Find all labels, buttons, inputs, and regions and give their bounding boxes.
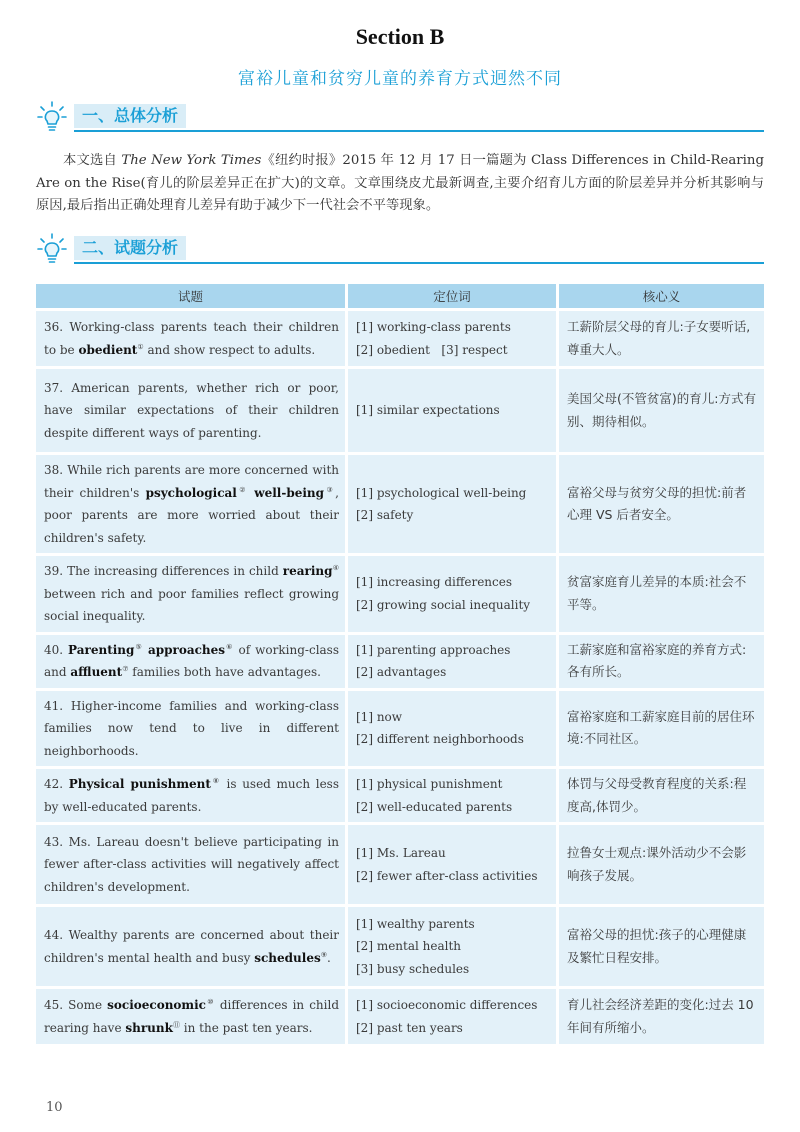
intro-lead: 本文选自 (63, 153, 122, 168)
table-row (36, 769, 764, 825)
table-row (36, 556, 764, 635)
section-title: Section B (355, 24, 445, 49)
vocab-word: socioeconomic (107, 998, 206, 1012)
section-heading-overall (36, 100, 764, 132)
keyword-item: [2] obedient [3] respect (356, 342, 508, 357)
question-text: . (327, 950, 331, 965)
question-cell (36, 455, 348, 556)
vocab-word: schedules (254, 950, 321, 965)
keywords-cell (348, 907, 559, 989)
keywords-cell (348, 635, 559, 691)
core-meaning-cell: 贫富家庭育儿差异的本质:社会不平等。 (559, 556, 764, 635)
intro-source-title: The New York Times (121, 153, 262, 168)
lightbulb-icon (36, 100, 68, 132)
question-text: and show respect to adults. (143, 342, 316, 357)
question-text: 37. American parents, whether rich or poor, have similar expectations of their children despite different ways of parenting. (44, 380, 339, 440)
section-label: 二、试题分析 (74, 236, 186, 260)
table-row (36, 455, 764, 556)
keyword-item: [2] mental health (356, 939, 462, 954)
vocab-word: Physical punishment (68, 777, 211, 791)
lightbulb-icon (36, 232, 68, 264)
question-cell (36, 691, 348, 770)
section-heading-questions (36, 232, 764, 264)
table-row (36, 907, 764, 989)
keyword-item: [2] well-educated parents (356, 799, 513, 814)
vocab-word: obedient (78, 342, 138, 357)
header-keywords: 定位词 (348, 284, 559, 311)
keywords-cell (348, 825, 559, 907)
keyword-item: [1] wealthy parents (356, 916, 475, 931)
core-meaning-cell: 富裕家庭和工薪家庭目前的居住环境:不同社区。 (559, 691, 764, 770)
question-cell (36, 769, 348, 825)
article-subtitle: 富裕儿童和贫穷儿童的养育方式迥然不同 (238, 69, 562, 89)
vocab-marker: ③ (324, 485, 336, 494)
question-text: 43. Ms. Lareau doesn't believe participating in fewer after-class activities will negatively affect children's development. (44, 834, 339, 894)
question-text: differences in child rearing have (44, 998, 339, 1035)
vocab-marker: ⑥ (225, 642, 234, 651)
question-text: 38. While rich parents are more concerned with their children's (44, 463, 339, 500)
table-row (36, 311, 764, 369)
keyword-item: [2] growing social inequality (356, 597, 531, 612)
table-row (36, 825, 764, 907)
vocab-word: Parenting (68, 642, 135, 657)
table-header-row (36, 284, 764, 311)
keyword-item: [1] increasing differences (356, 575, 513, 590)
question-cell (36, 907, 348, 989)
keywords-cell (348, 769, 559, 825)
keywords-cell (348, 691, 559, 770)
question-cell (36, 369, 348, 455)
section-divider (74, 262, 764, 264)
keyword-item: [1] similar expectations (356, 403, 500, 418)
vocab-word: psychological (145, 485, 237, 500)
vocab-marker: ② (236, 485, 249, 494)
keywords-cell (348, 311, 559, 369)
keywords-cell (348, 989, 559, 1047)
keyword-item: [2] fewer after-class activities (356, 868, 538, 883)
question-text: families both have advantages. (128, 665, 321, 679)
intro-text: 《纽约时报》2015 年 12 月 17 日一篇题为 Class Differences in Child-Rearing Are on the Rise(育儿的阶层差异正在扩大)的文章。文章围绕皮尤最新调查,主要介绍育儿方面的阶层差异并分析其影响与原因,最后指出正确处理育儿差异有助于减少下一代社会不平等现象。 (36, 153, 764, 213)
core-meaning-cell: 工薪家庭和富裕家庭的养育方式:各有所长。 (559, 635, 764, 691)
vocab-marker: ⑧ (210, 777, 221, 785)
vocab-marker: ⑨ (320, 950, 327, 959)
keyword-item: [1] physical punishment (356, 777, 503, 791)
section-label: 一、总体分析 (74, 104, 186, 128)
keywords-cell (348, 369, 559, 455)
question-text: is used much less by well-educated parents. (44, 777, 339, 814)
vocab-marker: ① (137, 342, 144, 351)
question-text: , poor parents are more worried about their children's safety. (44, 485, 339, 545)
question-cell (36, 556, 348, 635)
question-text: 36. Working-class parents teach their children to be (44, 320, 339, 357)
question-text: 44. Wealthy parents are concerned about their children's mental health and busy (44, 928, 339, 965)
keyword-item: [1] working-class parents (356, 320, 511, 334)
table-row (36, 691, 764, 770)
vocab-marker: ⑤ (134, 642, 143, 651)
core-meaning-cell: 工薪阶层父母的育儿:子女要听话,尊重大人。 (559, 311, 764, 369)
keyword-item: [2] safety (356, 508, 414, 522)
core-meaning-cell: 体罚与父母受教育程度的关系:程度高,体罚少。 (559, 769, 764, 825)
question-cell (36, 635, 348, 691)
keywords-cell (348, 556, 559, 635)
vocab-word: shrunk (125, 1020, 173, 1035)
question-text: 41. Higher-income families and working-class families now tend to live in different neighborhoods. (44, 698, 339, 758)
table-row (36, 369, 764, 455)
keyword-item: [1] socioeconomic differences (356, 998, 538, 1012)
keyword-item: [3] busy schedules (356, 961, 470, 976)
question-text: in the past ten years. (179, 1020, 313, 1035)
vocab-word: affluent (70, 665, 123, 679)
core-meaning-cell: 富裕父母与贫穷父母的担忧:前者心理 VS 后者安全。 (559, 455, 764, 556)
header-core-meaning: 核心义 (559, 284, 764, 311)
keyword-item: [1] now (356, 709, 403, 724)
section-divider (74, 130, 764, 132)
keywords-cell (348, 455, 559, 556)
vocab-word: rearing (282, 564, 333, 578)
keyword-item: [2] different neighborhoods (356, 732, 524, 747)
keyword-item: [2] past ten years (356, 1020, 463, 1035)
question-text: 42. (44, 777, 69, 791)
vocab-marker: ⑦ (122, 665, 129, 673)
question-text: 40. (44, 642, 69, 657)
vocab-word: well-being (254, 485, 325, 500)
question-text: between rich and poor families reflect growing social inequality. (44, 586, 339, 623)
vocab-marker: ⑪ (172, 1020, 180, 1029)
question-text: 39. The increasing differences in child (44, 564, 283, 578)
question-cell (36, 311, 348, 369)
question-cell (36, 989, 348, 1047)
question-text: 45. Some (44, 998, 108, 1012)
intro-paragraph (36, 150, 764, 218)
vocab-marker: ④ (332, 564, 339, 572)
keyword-item: [1] parenting approaches (356, 642, 511, 657)
keyword-item: [1] psychological well-being (356, 485, 527, 500)
question-analysis-table (36, 284, 764, 1047)
vocab-word: approaches (147, 642, 226, 657)
keyword-item: [1] Ms. Lareau (356, 846, 446, 860)
question-text: of working-class and (44, 642, 339, 679)
vocab-marker: ⑩ (206, 998, 215, 1006)
header-question: 试题 (36, 284, 348, 311)
keyword-item: [2] advantages (356, 665, 447, 679)
page-number: 10 (46, 1100, 63, 1115)
core-meaning-cell: 拉鲁女士观点:课外活动少不会影响孩子发展。 (559, 825, 764, 907)
core-meaning-cell: 育儿社会经济差距的变化:过去 10 年间有所缩小。 (559, 989, 764, 1047)
core-meaning-cell: 富裕父母的担忧:孩子的心理健康及繁忙日程安排。 (559, 907, 764, 989)
core-meaning-cell: 美国父母(不管贫富)的育儿:方式有别、期待相似。 (559, 369, 764, 455)
table-row (36, 989, 764, 1047)
table-row (36, 635, 764, 691)
question-cell (36, 825, 348, 907)
